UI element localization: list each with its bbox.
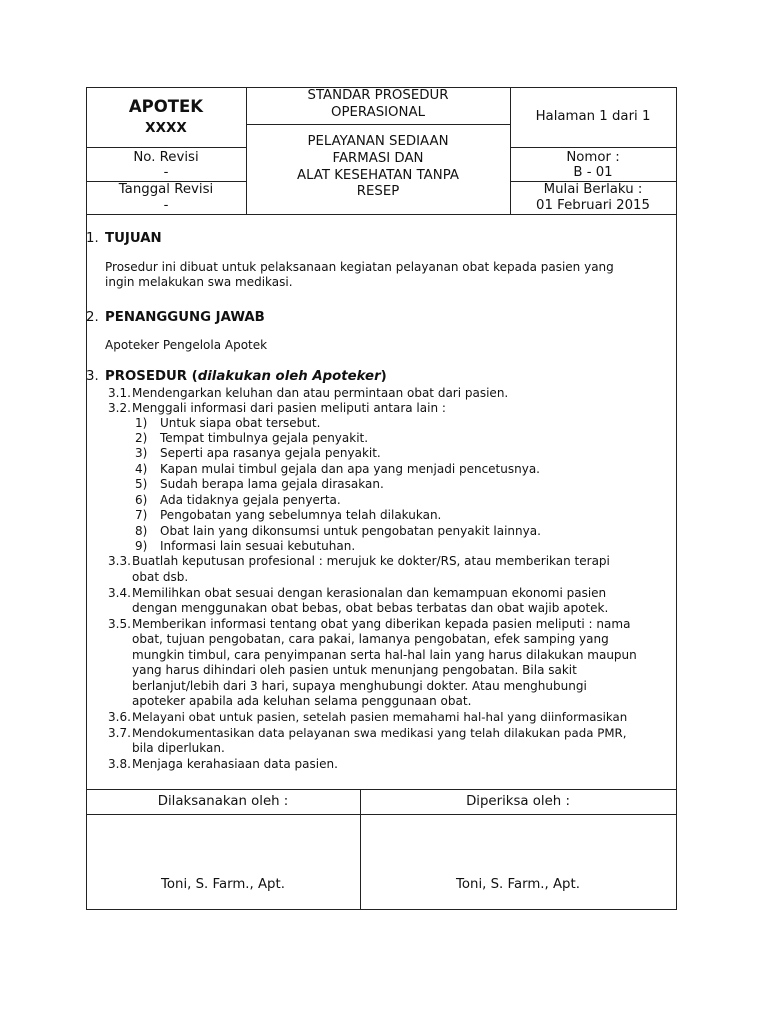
sub-number: 2)	[135, 431, 148, 445]
step-text: Memilihkan obat sesuai dengan kerasionalan dan kemampuan ekonomi pasien	[132, 586, 607, 600]
step-text: berlanjut/lebih dari 3 hari, supaya menghubungi dokter. Atau menghubungi	[132, 679, 587, 693]
section-1-title: TUJUAN	[105, 231, 162, 246]
sub-number: 1)	[135, 416, 148, 430]
sub-number: 8)	[135, 524, 148, 538]
step-text: Menjaga kerahasiaan data pasien.	[132, 757, 338, 771]
effective-label: Mulai Berlaku :	[543, 182, 643, 197]
section-1-body-line1: Prosedur ini dibuat untuk pelaksanaan kegiatan pelayanan obat kepada pasien yang	[105, 260, 614, 274]
step-text: mungkin timbul, cara penyimpanan serta hal-hal lain yang harus dilakukan maupun	[132, 648, 637, 662]
revision-label: No. Revisi	[133, 150, 199, 165]
sub-item: Kapan mulai timbul gejala dan apa yang menjadi pencetusnya.	[160, 462, 540, 476]
step-text: Memberikan informasi tentang obat yang diberikan kepada pasien meliputi : nama	[132, 617, 631, 631]
border-line	[86, 214, 676, 215]
step-text: apoteker apabila ada keluhan selama penggunaan obat.	[132, 694, 472, 708]
sub-number: 5)	[135, 477, 148, 491]
sub-number: 3)	[135, 446, 148, 460]
revision-date-label: Tanggal Revisi	[118, 182, 214, 197]
sub-number: 6)	[135, 493, 148, 507]
step-text: obat dsb.	[132, 570, 189, 584]
step-text: Buatlah keputusan profesional : merujuk ke dokter/RS, atau memberikan terapi	[132, 554, 610, 568]
procedure-title-line2: FARMASI DAN	[332, 151, 424, 166]
border-line	[86, 147, 246, 148]
section-3-title-close: )	[380, 369, 387, 384]
sub-item: Obat lain yang dikonsumsi untuk pengobatan penyakit lainnya.	[160, 524, 541, 538]
section-2-body: Apoteker Pengelola Apotek	[105, 338, 268, 352]
section-2-title: PENANGGUNG JAWAB	[105, 310, 265, 325]
sub-item: Tempat timbulnya gejala penyakit.	[160, 431, 369, 445]
checked-by-label: Diperiksa oleh :	[466, 794, 570, 809]
revision-date-value: -	[163, 198, 169, 213]
checked-by-name: Toni, S. Farm., Apt.	[456, 877, 580, 892]
border-line	[510, 147, 676, 148]
sub-item: Sudah berapa lama gejala dirasakan.	[160, 477, 384, 491]
doc-type-line2: OPERASIONAL	[331, 105, 425, 120]
step-text: bila diperlukan.	[132, 741, 225, 755]
border-line	[676, 87, 677, 910]
org-name: XXXX	[145, 120, 187, 136]
doc-number-value: B - 01	[573, 165, 613, 180]
step-number: 3.7.	[108, 726, 131, 740]
effective-date: 01 Februari 2015	[536, 198, 650, 213]
step-text: Menggali informasi dari pasien meliputi antara lain :	[132, 401, 446, 415]
border-line	[86, 814, 676, 815]
step-text: Mendokumentasikan data pelayanan swa medikasi yang telah dilakukan pada PMR,	[132, 726, 627, 740]
border-line	[246, 124, 510, 125]
section-1-number: 1.	[86, 231, 99, 246]
step-number: 3.8.	[108, 757, 131, 771]
doc-type-line1: STANDAR PROSEDUR	[307, 88, 449, 103]
revision-value: -	[163, 165, 169, 180]
executed-by-name: Toni, S. Farm., Apt.	[161, 877, 285, 892]
step-number: 3.1.	[108, 386, 131, 400]
sub-number: 4)	[135, 462, 148, 476]
border-line	[86, 789, 676, 790]
procedure-title-line1: PELAYANAN SEDIAAN	[307, 134, 449, 149]
sub-number: 7)	[135, 508, 148, 522]
sub-item: Informasi lain sesuai kebutuhan.	[160, 539, 356, 553]
section-3-title	[105, 369, 387, 385]
step-number: 3.4.	[108, 586, 131, 600]
sub-number: 9)	[135, 539, 148, 553]
step-number: 3.6.	[108, 710, 131, 724]
section-3-title-italic: dilakukan oleh Apoteker	[197, 369, 381, 384]
section-3-title-text: PROSEDUR (	[105, 369, 198, 384]
sub-item: Seperti apa rasanya gejala penyakit.	[160, 446, 381, 460]
step-text: yang harus dihindari oleh pasien untuk menunjang pengobatan. Bila sakit	[132, 663, 577, 677]
section-3-number: 3.	[86, 369, 99, 384]
step-text: dengan menggunakan obat bebas, obat bebas terbatas dan obat wajib apotek.	[132, 601, 609, 615]
step-text: obat, tujuan pengobatan, cara pakai, lamanya pengobatan, efek samping yang	[132, 632, 609, 646]
step-number: 3.5.	[108, 617, 131, 631]
sub-item: Untuk siapa obat tersebut.	[160, 416, 321, 430]
sub-item: Ada tidaknya gejala penyerta.	[160, 493, 341, 507]
sub-item: Pengobatan yang sebelumnya telah dilakukan.	[160, 508, 442, 522]
step-number: 3.2.	[108, 401, 131, 415]
step-number: 3.3.	[108, 554, 131, 568]
procedure-title-line4: RESEP	[356, 184, 400, 199]
section-2-number: 2.	[86, 310, 99, 325]
step-text: Melayani obat untuk pasien, setelah pasien memahami hal-hal yang diinformasikan	[132, 710, 628, 724]
org-title: APOTEK	[128, 97, 204, 116]
doc-number-label: Nomor :	[566, 150, 620, 165]
step-text: Mendengarkan keluhan dan atau permintaan obat dari pasien.	[132, 386, 509, 400]
executed-by-label: Dilaksanakan oleh :	[157, 794, 289, 809]
procedure-title-line3: ALAT KESEHATAN TANPA	[296, 168, 459, 183]
page-info: Halaman 1 dari 1	[535, 109, 651, 124]
section-1-body-line2: ingin melakukan swa medikasi.	[105, 275, 293, 289]
border-line	[86, 909, 676, 910]
